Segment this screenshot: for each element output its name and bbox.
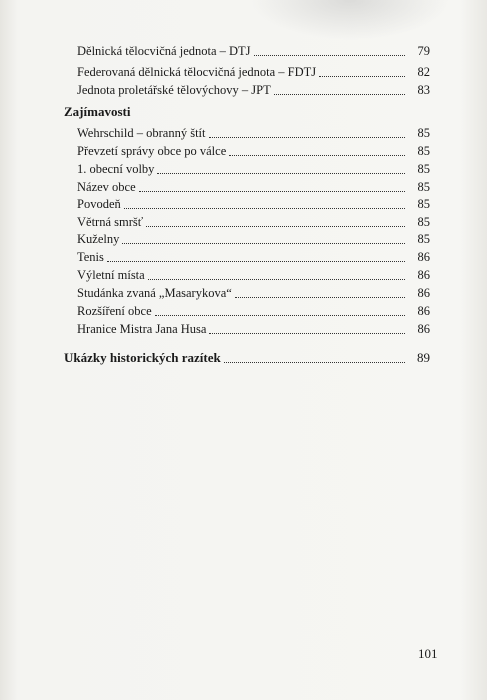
toc-entry xyxy=(77,304,430,319)
toc-entry xyxy=(77,44,430,59)
toc-entry xyxy=(77,65,430,80)
toc-entry-page: 86 xyxy=(417,286,430,300)
toc-entry-title: Název obce xyxy=(77,180,136,194)
toc-entry-title: Federovaná dělnická tělocvičná jednota – FDTJ xyxy=(77,65,317,79)
dot-leader xyxy=(148,278,405,280)
dot-leader xyxy=(122,242,405,244)
toc-entry-page: 85 xyxy=(417,180,430,194)
toc-entry xyxy=(77,197,430,212)
toc-entry-title: Větrná smršť xyxy=(77,215,144,229)
toc-entry-page: 85 xyxy=(417,162,430,176)
toc-entry-page: 85 xyxy=(417,197,430,211)
toc-entry-page: 85 xyxy=(417,126,430,140)
toc-entry xyxy=(77,232,430,247)
toc-entry xyxy=(77,286,430,301)
toc-entry-title: Wehrschild – obranný štít xyxy=(77,126,206,140)
toc-entry-page: 85 xyxy=(417,215,430,229)
toc-entry-page: 83 xyxy=(417,83,430,97)
dot-leader xyxy=(209,136,406,138)
dot-leader xyxy=(319,75,405,77)
toc-entry-title: Výletní místa xyxy=(77,268,145,282)
toc-entry-page: 89 xyxy=(417,350,430,365)
dot-leader xyxy=(224,361,405,363)
toc-entry-page: 82 xyxy=(417,65,430,79)
toc-entry-title: Studánka zvaná „Masarykova“ xyxy=(77,286,232,300)
dot-leader xyxy=(209,332,405,334)
toc-entry xyxy=(77,322,430,337)
toc-entry-page: 86 xyxy=(417,250,430,264)
toc-entry-page: 85 xyxy=(417,144,430,158)
toc-entry-title: Ukázky historických razítek xyxy=(64,350,221,365)
toc-entry xyxy=(77,268,430,283)
dot-leader xyxy=(274,93,405,95)
dot-leader xyxy=(254,54,405,56)
page-number: 101 xyxy=(418,646,438,661)
toc-entry-title: Kuželny xyxy=(77,232,120,246)
toc-entry-page: 86 xyxy=(417,322,430,336)
toc-entry-page: 86 xyxy=(417,268,430,282)
toc-entry-final xyxy=(64,350,430,366)
dot-leader xyxy=(157,172,405,174)
toc-entry-title: Dělnická tělocvičná jednota – DTJ xyxy=(77,44,251,58)
dot-leader xyxy=(155,314,405,316)
toc-entry-title: Jednota proletářské tělovýchovy – JPT xyxy=(77,83,271,97)
dot-leader xyxy=(229,154,405,156)
dot-leader xyxy=(146,225,405,227)
toc-entry-page: 86 xyxy=(417,304,430,318)
dot-leader xyxy=(124,207,405,209)
toc-entry-page: 79 xyxy=(417,44,430,58)
toc-entry-title: Povodeň xyxy=(77,197,121,211)
toc-entry xyxy=(77,162,430,177)
toc-entry-page: 85 xyxy=(417,232,430,246)
toc-entry-title: Tenis xyxy=(77,250,104,264)
dot-leader xyxy=(235,296,405,298)
toc-entry xyxy=(77,144,430,159)
toc-entry xyxy=(77,215,430,230)
dot-leader xyxy=(139,190,405,192)
toc-entry xyxy=(77,180,430,195)
toc-entry-title: Převzetí správy obce po válce xyxy=(77,144,227,158)
toc-entry xyxy=(77,83,430,98)
dot-leader xyxy=(107,260,405,262)
toc-entry-title: 1. obecní volby xyxy=(77,162,155,176)
toc-entry xyxy=(77,250,430,265)
section-heading: Zajímavosti xyxy=(64,104,131,119)
toc-entry-title: Hranice Mistra Jana Husa xyxy=(77,322,207,336)
toc-entry xyxy=(77,126,430,141)
toc-entry-title: Rozšíření obce xyxy=(77,304,152,318)
